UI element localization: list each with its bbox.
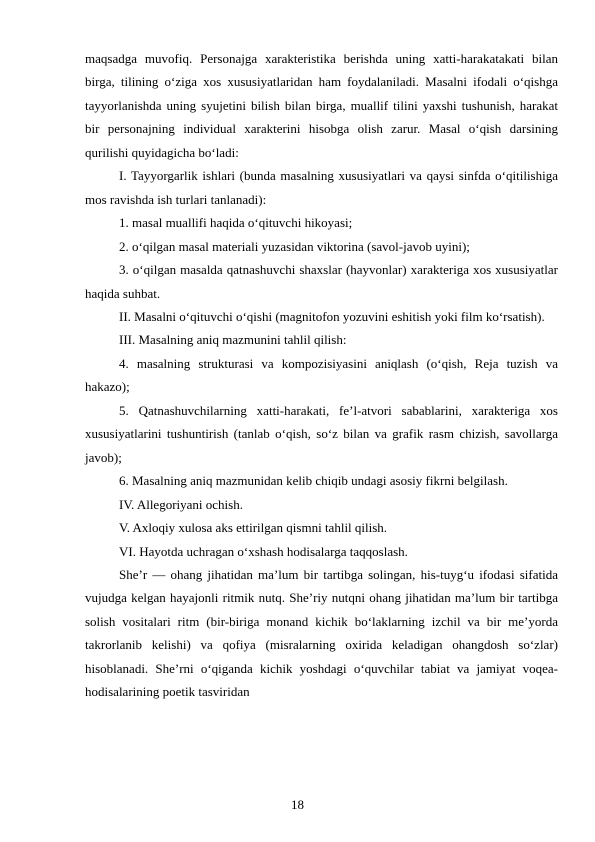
paragraph-14: She’r — ohang jihatidan ma’lum bir tartibga solingan, his-tuyg‘u ifodasi sifatida vujudga kelgan hayajonli ritmik nutq. She’riy nutqni ohang jihatidan ma’lum bir tartibga solish vositalari ritm (bir-biriga monand kichik bo‘laklarning izchil va bir me’yorda takrorlanib kelishi) va qofiya (misralarning oxirida keladigan ohangdosh so‘zlar) hisoblanadi. She’rni o‘qiganda kichik yoshdagi o‘quvchilar tabiat va jamiyat voqea-hodisalarining poetik tasviridan [85,566,558,700]
paragraph-6: II. Masalni o‘qituvchi o‘qishi (magnitofon yozuvini eshitish yoki film ko‘rsatish). [119,308,545,324]
paragraph-2: I. Tayyorgarlik ishlari (bunda masalning xususiyatlari va qaysi sinfda o‘qitilishiga mos ravishda ish turlari tanlanadi): [85,168,558,207]
paragraph-10: 6. Masalning aniq mazmunidan kelib chiqib undagi asosiy fikrni belgilash. [119,473,508,489]
paragraph-4: 2. o‘qilgan masal materiali yuzasidan viktorina (savol-javob uyini); [119,238,470,254]
body-text [85,47,558,704]
paragraph-12: V. Axloqiy xulosa aks ettirilgan qismni tahlil qilish. [119,520,388,536]
page-number: 18 [291,797,304,812]
paragraph-9: 5. Qatnashuvchilarning xatti-harakati, fe’l-atvori sabablarini, xarakteriga xos xususiyatlarini tushuntirish (tanlab o‘qish, so‘z bilan va grafik rasm chizish, savollarga javob); [85,402,558,465]
paragraph-11: IV. Allegoriyani ochish. [119,496,243,512]
paragraph-13: VI. Hayotda uchragan o‘xshash hodisalarga taqqoslash. [119,543,408,559]
paragraph-5: 3. o‘qilgan masalda qatnashuvchi shaxslar (hayvonlar) xarakteriga xos xususiyatlar haqida suhbat. [85,262,558,301]
paragraph-8: 4. masalning strukturasi va kompozisiyasini aniqlash (o‘qish, Reja tuzish va hakazo); [85,355,558,395]
paragraph-7: III. Masalning aniq mazmunini tahlil qilish: [119,332,347,348]
paragraph-3: 1. masal muallifi haqida o‘qituvchi hikoyasi; [119,215,353,231]
paragraph-1: maqsadga muvofiq. Personajga xarakteristika berishda uning xatti-harakatakati bilan birga, tilining o‘ziga xos xususiyatlaridan ham foydalaniladi. Masalni ifodali o‘qishga tayyorlanishda uning syujetini bilish bilan birga, muallif tilini yaxshi tushunish, harakat bir personajning individual xarakterini hisobga olish zarur. Masal o‘qish darsining qurilishi quyidagicha bo‘ladi: [85,51,558,160]
